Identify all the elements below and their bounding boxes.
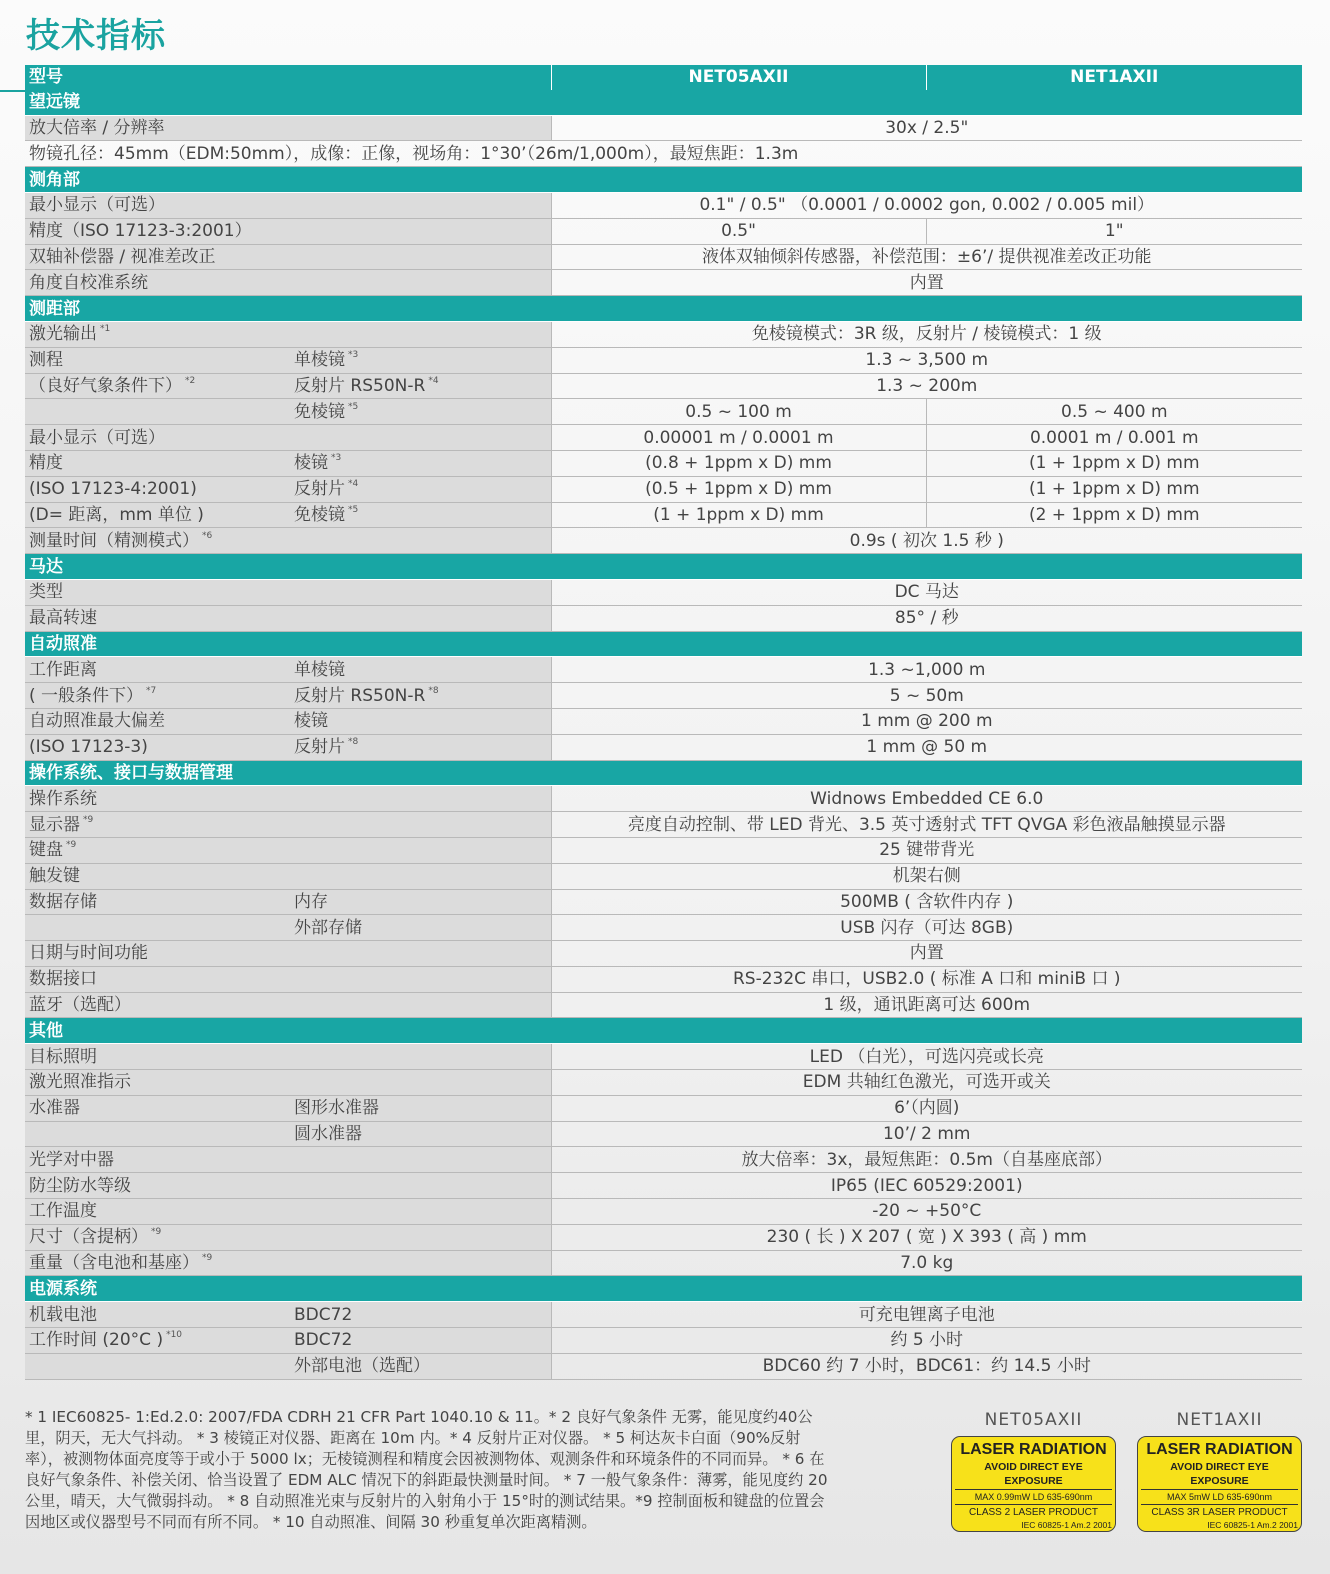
spec-row: [25, 1044, 1302, 1070]
spec-value: 液体双轴倾斜传感器，补偿范围：±6’/ 提供视准差改正功能: [551, 244, 1302, 270]
spec-row: [25, 476, 1302, 502]
spec-sublabel-text: BDC72: [294, 1330, 353, 1351]
spec-sublabel: [292, 270, 551, 296]
spec-value-net1axii: 0.0001 m / 0.001 m: [926, 425, 1302, 451]
spec-row: [25, 708, 1302, 734]
spec-label-text: (ISO 17123-3): [29, 737, 148, 758]
spec-sublabel: [292, 1044, 551, 1070]
spec-label: [25, 966, 292, 992]
spec-label-text: （良好气象条件下）: [29, 375, 182, 396]
spec-sublabel: [292, 1250, 551, 1276]
spec-value: 230 ( 长 ) X 207 ( 宽 ) X 393 ( 高 ) mm: [551, 1224, 1302, 1250]
spec-value: 免棱镜模式：3R 级，反射片 / 棱镜模式：1 级: [551, 321, 1302, 347]
spec-sublabel: [292, 941, 551, 967]
spec-value: 85° / 秒: [551, 605, 1302, 631]
spec-sublabel: [292, 579, 551, 605]
section-header: [25, 1018, 1302, 1044]
spec-sublabel-text: 圆水准器: [294, 1124, 362, 1145]
spec-label: [25, 115, 292, 141]
spec-label: [25, 1328, 292, 1354]
spec-label-text: 精度: [29, 453, 63, 474]
spec-sublabel-text: 图形水准器: [294, 1098, 379, 1119]
spec-label: [25, 425, 292, 451]
spec-value-net1axii: 1": [926, 218, 1302, 244]
spec-label-text: 水准器: [29, 1098, 80, 1119]
spec-sublabel-text: 外部电池（选配）: [294, 1356, 430, 1377]
spec-row: [25, 1147, 1302, 1173]
title-accent-rule: [0, 90, 26, 92]
spec-label-text: (D= 距离，mm 单位 ): [29, 504, 204, 525]
spec-value: IP65 (IEC 60529:2001): [551, 1173, 1302, 1199]
spec-row: [25, 141, 1302, 167]
spec-label-text: 数据存储: [29, 891, 97, 912]
spec-sublabel: [292, 502, 551, 528]
spec-label-text: 最高转速: [29, 608, 97, 629]
spec-label: [25, 786, 292, 812]
spec-label: [25, 657, 292, 683]
spec-sublabel: [292, 734, 551, 760]
spec-value: 6’（内圆): [551, 1095, 1302, 1121]
laser-warning-label: [951, 1436, 1116, 1532]
laser-line-4: CLASS 3R LASER PRODUCT: [1151, 1507, 1288, 1518]
spec-sublabel: [292, 1328, 551, 1354]
spec-sublabel: [292, 373, 551, 399]
spec-label: [25, 1302, 292, 1328]
spec-label-text: 日期与时间功能: [29, 943, 148, 964]
spec-label: [25, 1070, 292, 1096]
spec-sublabel: [292, 992, 551, 1018]
spec-row: [25, 1328, 1302, 1354]
spec-row: [25, 528, 1302, 554]
spec-row: [25, 812, 1302, 838]
spec-value: 25 键带背光: [551, 837, 1302, 863]
spec-row: [25, 321, 1302, 347]
spec-sublabel-text: BDC72: [294, 1304, 353, 1325]
spec-value: 30x / 2.5": [551, 115, 1302, 141]
spec-label-text: 尺寸（含提柄）: [29, 1227, 148, 1248]
spec-label-text: 放大倍率 / 分辨率: [29, 117, 165, 138]
spec-value: 机架右侧: [551, 863, 1302, 889]
spec-row: [25, 1121, 1302, 1147]
spec-sublabel: [292, 1147, 551, 1173]
section-title: 其他: [25, 1018, 1302, 1044]
spec-label: [25, 1199, 292, 1225]
footnote-ref: *7: [146, 685, 157, 696]
section-header: [25, 1276, 1302, 1302]
spec-value: 内置: [551, 270, 1302, 296]
spec-row: [25, 373, 1302, 399]
spec-row: [25, 1250, 1302, 1276]
section-header: [25, 296, 1302, 322]
spec-value: 500MB ( 含软件内存 ): [551, 889, 1302, 915]
spec-value-net1axii: (2 + 1ppm x D) mm: [926, 502, 1302, 528]
spec-label: [25, 579, 292, 605]
spec-sublabel: [292, 476, 551, 502]
spec-label: [25, 605, 292, 631]
footnote-ref: *6: [202, 530, 213, 541]
spec-sublabel: [292, 915, 551, 941]
spec-label-text: 工作温度: [29, 1201, 97, 1222]
spec-value: 0.9s ( 初次 1.5 秒 ): [551, 528, 1302, 554]
spec-label-text: (ISO 17123-4:2001): [29, 479, 197, 500]
spec-sublabel: [292, 528, 551, 554]
spec-sublabel-text: 反射片: [294, 737, 345, 758]
spec-row: [25, 1095, 1302, 1121]
spec-sublabel: [292, 244, 551, 270]
spec-row: [25, 399, 1302, 425]
laser-line-5: IEC 60825-1 Am.2 2001: [1207, 1520, 1298, 1530]
spec-label-text: 自动照准最大偏差: [29, 711, 165, 732]
spec-label-text: 最小显示（可选）: [29, 427, 165, 448]
spec-row: [25, 1353, 1302, 1379]
spec-label-text: ( 一般条件下）: [29, 685, 144, 706]
spec-label: [25, 734, 292, 760]
spec-value: 可充电锂离子电池: [551, 1302, 1302, 1328]
footnote-ref: *5: [348, 504, 359, 515]
spec-value: 1 mm @ 200 m: [551, 708, 1302, 734]
spec-label: [25, 889, 292, 915]
table-header-row: [25, 65, 1302, 90]
page-title: 技术指标: [26, 16, 166, 56]
section-title: 马达: [25, 554, 1302, 580]
section-header: [25, 554, 1302, 580]
spec-sublabel: [292, 837, 551, 863]
section-header: [25, 631, 1302, 657]
spec-label: [25, 1353, 292, 1379]
section-title: 测距部: [25, 296, 1302, 322]
spec-label: [25, 192, 292, 218]
spec-sublabel: [292, 347, 551, 373]
spec-value: 1.3 ~ 200m: [551, 373, 1302, 399]
spec-label-text: 键盘: [29, 840, 63, 861]
spec-value: RS-232C 串口，USB2.0 ( 标准 A 口和 miniB 口 ): [551, 966, 1302, 992]
laser-line-3: MAX 0.99mW LD 635-690nm: [955, 1490, 1112, 1505]
spec-value: 1 mm @ 50 m: [551, 734, 1302, 760]
spec-label-text: 蓝牙（选配）: [29, 995, 131, 1016]
spec-value-net05axii: 0.5 ~ 100 m: [551, 399, 926, 425]
spec-row: [25, 425, 1302, 451]
spec-value: 1.3 ~ 3,500 m: [551, 347, 1302, 373]
spec-sublabel: [292, 863, 551, 889]
spec-label: [25, 1250, 292, 1276]
laser-warning-label: [1137, 1436, 1302, 1532]
spec-label-text: 角度自校准系统: [29, 272, 148, 293]
spec-value-net05axii: 0.5": [551, 218, 926, 244]
spec-value: 内置: [551, 941, 1302, 967]
spec-label: [25, 528, 292, 554]
spec-label-text: 操作系统: [29, 788, 97, 809]
spec-label: [25, 321, 292, 347]
spec-sublabel: [292, 657, 551, 683]
spec-value-net05axii: (1 + 1ppm x D) mm: [551, 502, 926, 528]
spec-full-text: 物镜孔径：45mm（EDM:50mm），成像：正像，视场角：1°30’（26m/1,000m），最短焦距：1.3m: [25, 141, 1302, 167]
spec-table: [25, 65, 1302, 1380]
laser-line-2: AVOID DIRECT EYE EXPOSURE: [955, 1460, 1112, 1490]
laser-model-name: NET05AXII: [984, 1410, 1083, 1430]
spec-sublabel: [292, 1070, 551, 1096]
spec-label-text: 机载电池: [29, 1304, 97, 1325]
footnote-ref: *10: [166, 1330, 183, 1341]
spec-value-net05axii: (0.5 + 1ppm x D) mm: [551, 476, 926, 502]
section-title: 操作系统、接口与数据管理: [25, 760, 1302, 786]
spec-sublabel: [292, 399, 551, 425]
footnote-ref: *3: [331, 453, 342, 464]
footnote-ref: *4: [428, 375, 439, 386]
spec-label: [25, 915, 292, 941]
spec-value: BDC60 约 7 小时，BDC61：约 14.5 小时: [551, 1353, 1302, 1379]
spec-value: 0.1" / 0.5" （0.0001 / 0.0002 gon, 0.002 / 0.005 mil）: [551, 192, 1302, 218]
spec-sublabel-text: 反射片 RS50N-R: [294, 685, 426, 706]
spec-sublabel: [292, 683, 551, 709]
spec-label-text: 工作时间 (20°C ): [29, 1330, 164, 1351]
spec-row: [25, 1199, 1302, 1225]
spec-value: 亮度自动控制、带 LED 背光、3.5 英寸透射式 TFT QVGA 彩色液晶触摸显示器: [551, 812, 1302, 838]
spec-label: [25, 1121, 292, 1147]
spec-row: [25, 347, 1302, 373]
spec-label: [25, 1044, 292, 1070]
footnote-ref: *2: [185, 375, 196, 386]
spec-sublabel: [292, 1302, 551, 1328]
spec-label: [25, 683, 292, 709]
spec-label-text: 光学对中器: [29, 1149, 114, 1170]
spec-row: [25, 579, 1302, 605]
footnote-ref: *9: [83, 814, 94, 825]
spec-row: [25, 683, 1302, 709]
spec-label: [25, 1147, 292, 1173]
spec-row: [25, 992, 1302, 1018]
laser-label-block-1: [951, 1410, 1116, 1532]
spec-label-text: 激光照准指示: [29, 1072, 131, 1093]
spec-value: 5 ~ 50m: [551, 683, 1302, 709]
spec-row: [25, 502, 1302, 528]
spec-value: 约 5 小时: [551, 1328, 1302, 1354]
spec-value: USB 闪存（可达 8GB): [551, 915, 1302, 941]
footnote-ref: *4: [348, 479, 359, 490]
laser-line-3: MAX 5mW LD 635-690nm: [1141, 1490, 1298, 1505]
spec-sublabel: [292, 1095, 551, 1121]
spec-value: 1.3 ~1,000 m: [551, 657, 1302, 683]
spec-label: [25, 270, 292, 296]
spec-value: 放大倍率：3x，最短焦距：0.5m（自基座底部）: [551, 1147, 1302, 1173]
footnote-ref: *5: [348, 401, 359, 412]
spec-row: [25, 1173, 1302, 1199]
laser-line-1: LASER RADIATION: [960, 1441, 1107, 1458]
laser-label-block-2: [1137, 1410, 1302, 1532]
spec-value: EDM 共轴红色激光，可选开或关: [551, 1070, 1302, 1096]
section-title: 电源系统: [25, 1276, 1302, 1302]
footnote-ref: *1: [100, 324, 111, 335]
spec-row: [25, 244, 1302, 270]
spec-label-text: 测量时间（精测模式）: [29, 530, 199, 551]
spec-sublabel: [292, 605, 551, 631]
spec-value: -20 ~ +50°C: [551, 1199, 1302, 1225]
spec-sublabel: [292, 192, 551, 218]
spec-label: [25, 1173, 292, 1199]
spec-sublabel-text: 反射片 RS50N-R: [294, 375, 426, 396]
spec-row: [25, 1070, 1302, 1096]
spec-row: [25, 450, 1302, 476]
spec-value-net1axii: 0.5 ~ 400 m: [926, 399, 1302, 425]
spec-sublabel: [292, 786, 551, 812]
spec-sublabel-text: 外部存储: [294, 917, 362, 938]
spec-label: [25, 992, 292, 1018]
spec-row: [25, 1302, 1302, 1328]
spec-label: [25, 244, 292, 270]
section-header: [25, 90, 1302, 115]
spec-value: 1 级，通讯距离可达 600m: [551, 992, 1302, 1018]
spec-row: [25, 605, 1302, 631]
spec-value: DC 马达: [551, 579, 1302, 605]
spec-sublabel-text: 单棱镜: [294, 659, 345, 680]
spec-label: [25, 708, 292, 734]
spec-value: LED （白光），可选闪亮或长亮: [551, 1044, 1302, 1070]
laser-line-2: AVOID DIRECT EYE EXPOSURE: [1141, 1460, 1298, 1490]
spec-sublabel: [292, 321, 551, 347]
footnote-ref: *3: [348, 350, 359, 361]
spec-row: [25, 889, 1302, 915]
spec-label-text: 类型: [29, 582, 63, 603]
spec-row: [25, 218, 1302, 244]
laser-model-name: NET1AXII: [1176, 1410, 1263, 1430]
spec-value-net1axii: (1 + 1ppm x D) mm: [926, 476, 1302, 502]
spec-label-text: 显示器: [29, 814, 80, 835]
spec-sublabel: [292, 966, 551, 992]
footnotes: * 1 IEC60825- 1:Ed.2.0: 2007/FDA CDRH 21 CFR Part 1040.10 & 11。* 2 良好气象条件 无雾，能见度约40公里，阴天，无大气抖动。 * 3 棱镜正对仪器、距离在 10m 内。* 4 反射片正对仪器。 * 5 柯达灰卡白面（90%反射率），被测物体面亮度等于或小于 5000 lx；无棱镜测程和精度会因被测物体、观测条件和环境条件的不同而异。 * 6 在良好气象条件、补偿关闭、恰当设置了 EDM ALC 情况下的斜距最快测量时间。 * 7 一般气象条件：薄雾，能见度约 20 公里，晴天，大气微弱抖动。 * 8 自动照准光束与反射片的入射角小于 15°时的测试结果。*9 控制面板和键盘的位置会因地区或仪器型号不同而有所不同。 * 10 自动照准、间隔 30 秒重复单次距离精测。: [25, 1408, 828, 1531]
spec-sublabel: [292, 889, 551, 915]
spec-label-text: 双轴补偿器 / 视准差改正: [29, 246, 216, 267]
spec-label: [25, 218, 292, 244]
spec-row: [25, 786, 1302, 812]
spec-row: [25, 270, 1302, 296]
footnote-ref: *8: [348, 737, 359, 748]
laser-line-4: CLASS 2 LASER PRODUCT: [969, 1507, 1098, 1518]
spec-label: [25, 347, 292, 373]
spec-sublabel: [292, 450, 551, 476]
spec-label: [25, 837, 292, 863]
section-title: 望远镜: [25, 90, 1302, 115]
spec-sublabel-text: 内存: [294, 891, 328, 912]
spec-row: [25, 734, 1302, 760]
spec-row: [25, 657, 1302, 683]
spec-sublabel: [292, 1121, 551, 1147]
section-title: 自动照准: [25, 631, 1302, 657]
spec-label: [25, 812, 292, 838]
spec-sublabel: [292, 1224, 551, 1250]
laser-line-5: IEC 60825-1 Am.2 2001: [1021, 1520, 1112, 1530]
spec-label: [25, 1224, 292, 1250]
spec-label: [25, 399, 292, 425]
spec-sublabel-text: 免棱镜: [294, 401, 345, 422]
spec-label: [25, 450, 292, 476]
spec-label: [25, 863, 292, 889]
spec-row: [25, 192, 1302, 218]
spec-label-text: 重量（含电池和基座）: [29, 1253, 199, 1274]
spec-row: [25, 837, 1302, 863]
spec-label-text: 防尘防水等级: [29, 1175, 131, 1196]
footnote-ref: *9: [151, 1227, 162, 1238]
spec-value: 7.0 kg: [551, 1250, 1302, 1276]
spec-sublabel: [292, 115, 551, 141]
spec-label: [25, 502, 292, 528]
spec-value-net05axii: 0.00001 m / 0.0001 m: [551, 425, 926, 451]
spec-value: Widnows Embedded CE 6.0: [551, 786, 1302, 812]
spec-label: [25, 373, 292, 399]
spec-row: [25, 941, 1302, 967]
model-header-label: 型号: [25, 65, 292, 90]
spec-sublabel-text: 免棱镜: [294, 504, 345, 525]
spec-label-text: 触发键: [29, 866, 80, 887]
model-header-net05axii: NET05AXII: [551, 65, 926, 90]
spec-sublabel: [292, 1199, 551, 1225]
spec-label-text: 工作距离: [29, 659, 97, 680]
model-header-net1axii: NET1AXII: [926, 65, 1302, 90]
spec-row: [25, 915, 1302, 941]
spec-value-net1axii: (1 + 1ppm x D) mm: [926, 450, 1302, 476]
spec-label-text: 最小显示（可选）: [29, 195, 165, 216]
spec-label-text: 数据接口: [29, 969, 97, 990]
spec-label: [25, 941, 292, 967]
spec-row: [25, 115, 1302, 141]
spec-value-net05axii: (0.8 + 1ppm x D) mm: [551, 450, 926, 476]
spec-sublabel: [292, 708, 551, 734]
spec-sublabel-text: 棱镜: [294, 711, 328, 732]
spec-sublabel: [292, 1353, 551, 1379]
laser-line-1: LASER RADIATION: [1146, 1441, 1293, 1458]
spec-row: [25, 966, 1302, 992]
section-header: [25, 167, 1302, 193]
spec-sublabel: [292, 425, 551, 451]
spec-row: [25, 863, 1302, 889]
spec-sublabel: [292, 1173, 551, 1199]
spec-label-text: 目标照明: [29, 1046, 97, 1067]
spec-label: [25, 1095, 292, 1121]
spec-label-text: 测程: [29, 350, 63, 371]
spec-label-text: 激光输出: [29, 324, 97, 345]
spec-sublabel: [292, 812, 551, 838]
spec-sublabel-text: 单棱镜: [294, 350, 345, 371]
section-header: [25, 760, 1302, 786]
spec-sublabel-text: 棱镜: [294, 453, 328, 474]
spec-value: 10’/ 2 mm: [551, 1121, 1302, 1147]
spec-sublabel: [292, 218, 551, 244]
footnote-ref: *9: [202, 1253, 213, 1264]
footnote-ref: *9: [66, 840, 77, 851]
spec-sublabel-text: 反射片: [294, 479, 345, 500]
spec-label-text: 精度（ISO 17123-3:2001）: [29, 221, 252, 242]
spec-label: [25, 476, 292, 502]
spec-row: [25, 1224, 1302, 1250]
section-title: 测角部: [25, 167, 1302, 193]
footnote-ref: *8: [428, 685, 439, 696]
